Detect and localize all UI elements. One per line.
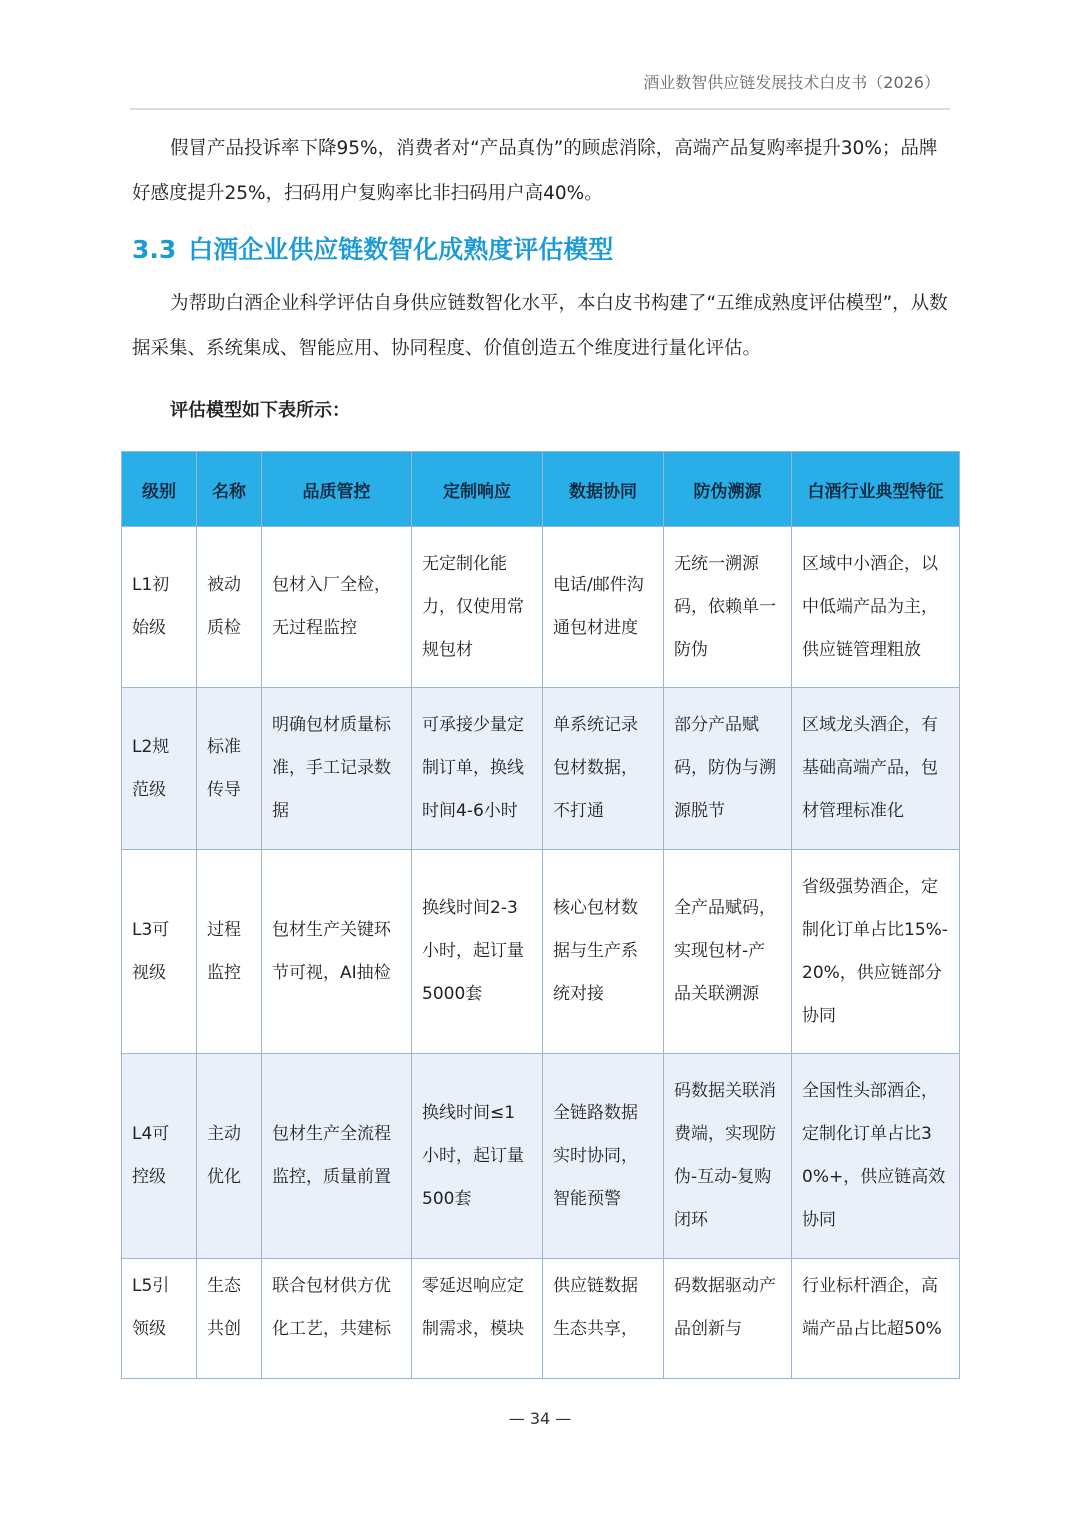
page-header bbox=[130, 64, 950, 110]
table-cell: 过程监控 bbox=[197, 850, 262, 1054]
table-cell: 无定制化能力，仅使用常规包材 bbox=[412, 527, 543, 688]
table-cell: L5引领级 bbox=[122, 1259, 197, 1379]
page-number: — 34 — bbox=[508, 1409, 572, 1428]
header-title: 酒业数智供应链发展技术白皮书（2026） bbox=[643, 73, 940, 92]
header-name: 名称 bbox=[197, 452, 262, 527]
table-cell: 换线时间≤1小时，起订量500套 bbox=[412, 1054, 543, 1259]
table-cell: 全国性头部酒企，定制化订单占比30%+，供应链高效协同 bbox=[792, 1054, 960, 1259]
table-cell: 行业标杆酒企，高端产品占比超50% bbox=[792, 1259, 960, 1379]
table-cell: 区域龙头酒企，有基础高端产品，包材管理标准化 bbox=[792, 688, 960, 850]
table-cell: 省级强势酒企，定制化订单占比15%-20%，供应链部分协同 bbox=[792, 850, 960, 1054]
header-industry-features: 白酒行业典型特征 bbox=[792, 452, 960, 527]
table-cell: 全链路数据实时协同，智能预警 bbox=[543, 1054, 664, 1259]
table-cell: 电话/邮件沟通包材进度 bbox=[543, 527, 664, 688]
table-cell: 全产品赋码，实现包材-产品关联溯源 bbox=[664, 850, 792, 1054]
table-cell: 生态共创 bbox=[197, 1259, 262, 1379]
table-row bbox=[122, 1054, 960, 1259]
table-caption: 评估模型如下表所示： bbox=[170, 400, 350, 421]
table-cell: 核心包材数据与生产系统对接 bbox=[543, 850, 664, 1054]
table-header-row bbox=[122, 452, 960, 527]
table-cell: 包材入厂全检，无过程监控 bbox=[262, 527, 412, 688]
header-data-collaboration: 数据协同 bbox=[543, 452, 664, 527]
table-row bbox=[122, 527, 960, 688]
table-cell: 标准传导 bbox=[197, 688, 262, 850]
paragraph-intro: 为帮助白酒企业科学评估自身供应链数智化水平，本白皮书构建了“五维成熟度评估模型”，从数据采集、系统集成、智能应用、协同程度、价值创造五个维度进行量化评估。 bbox=[132, 293, 948, 359]
table-cell: 明确包材质量标准，手工记录数据 bbox=[262, 688, 412, 850]
section-heading bbox=[132, 230, 613, 266]
table-cell: 码数据驱动产品创新与 bbox=[664, 1259, 792, 1379]
header-anti-counterfeit: 防伪溯源 bbox=[664, 452, 792, 527]
table-cell: 被动质检 bbox=[197, 527, 262, 688]
paragraph-results: 假冒产品投诉率下降95%，消费者对“产品真伪”的顾虑消除，高端产品复购率提升30%；品牌好感度提升25%，扫码用户复购率比非扫码用户高40%。 bbox=[132, 138, 938, 204]
table-cell: 联合包材供方优化工艺，共建标 bbox=[262, 1259, 412, 1379]
header-quality-control: 品质管控 bbox=[262, 452, 412, 527]
maturity-model-table bbox=[121, 451, 960, 1379]
table-cell: 部分产品赋码，防伪与溯源脱节 bbox=[664, 688, 792, 850]
table-cell: 包材生产全流程监控，质量前置 bbox=[262, 1054, 412, 1259]
table-cell: 供应链数据生态共享， bbox=[543, 1259, 664, 1379]
table-cell: 主动优化 bbox=[197, 1054, 262, 1259]
table-row bbox=[122, 688, 960, 850]
table-cell: 换线时间2-3小时，起订量5000套 bbox=[412, 850, 543, 1054]
table-cell: L3可视级 bbox=[122, 850, 197, 1054]
section-number: 3.3 bbox=[132, 235, 177, 264]
table-cell: L2规范级 bbox=[122, 688, 197, 850]
table-cell: 可承接少量定制订单，换线时间4-6小时 bbox=[412, 688, 543, 850]
table-cell: 单系统记录包材数据，不打通 bbox=[543, 688, 664, 850]
header-level: 级别 bbox=[122, 452, 197, 527]
table-row bbox=[122, 850, 960, 1054]
table-cell: 零延迟响应定制需求，模块 bbox=[412, 1259, 543, 1379]
table-cell: 包材生产关键环节可视，AI抽检 bbox=[262, 850, 412, 1054]
section-title: 白酒企业供应链数智化成熟度评估模型 bbox=[188, 235, 614, 264]
table-cell: L1初始级 bbox=[122, 527, 197, 688]
table-cell: 区域中小酒企，以中低端产品为主，供应链管理粗放 bbox=[792, 527, 960, 688]
table-row bbox=[122, 1259, 960, 1379]
table-cell: 无统一溯源码，依赖单一防伪 bbox=[664, 527, 792, 688]
table-cell: 码数据关联消费端，实现防伪-互动-复购闭环 bbox=[664, 1054, 792, 1259]
header-custom-response: 定制响应 bbox=[412, 452, 543, 527]
table-cell: L4可控级 bbox=[122, 1054, 197, 1259]
